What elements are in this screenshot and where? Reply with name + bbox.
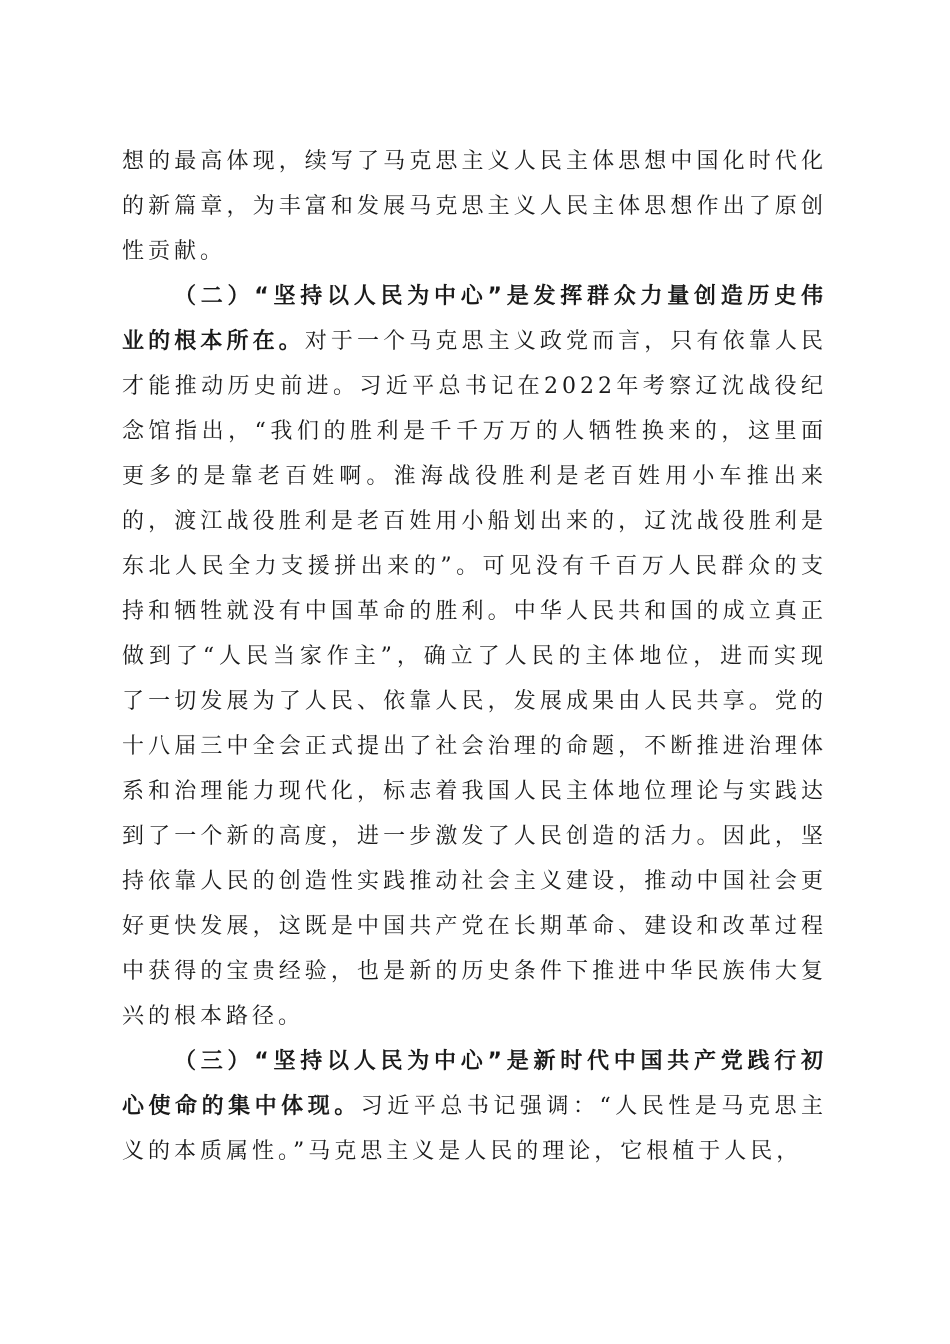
paragraph-section-2 bbox=[122, 274, 827, 1039]
paragraph-section-3 bbox=[122, 1039, 827, 1174]
section-body-3: 习近平总书记强调：“人民性是马克思主义的本质属性。”马克思主义是人民的理论，它根植于人民， bbox=[122, 1094, 827, 1164]
section-heading-3: （三）“坚持以人民为中心”是新时代中国共产党践行初心使命的集中体现。 bbox=[122, 1049, 827, 1119]
document-body bbox=[122, 139, 827, 1174]
paragraph-continuation: 想的最高体现，续写了马克思主义人民主体思想中国化时代化的新篇章，为丰富和发展马克思主义人民主体思想作出了原创性贡献。 bbox=[122, 149, 827, 264]
section-heading-2: （二）“坚持以人民为中心”是发挥群众力量创造历史伟业的根本所在。 bbox=[122, 284, 827, 354]
section-body-2: 对于一个马克思主义政党而言，只有依靠人民才能推动历史前进。习近平总书记在2022年考察辽沈战役纪念馆指出，“我们的胜利是千千万万的人牺牲换来的，这里面更多的是靠老百姓啊。淮海战役胜利是老百姓用小车推出来的，渡江战役胜利是老百姓用小船划出来的，辽沈战役胜利是东北人民全力支援拼出来的”。可见没有千百万人民群众的支持和牺牲就没有中国革命的胜利。中华人民共和国的成立真正做到了“人民当家作主”，确立了人民的主体地位，进而实现了一切发展为了人民、依靠人民，发展成果由人民共享。党的十八届三中全会正式提出了社会治理的命题，不断推进治理体系和治理能力现代化，标志着我国人民主体地位理论与实践达到了一个新的高度，进一步激发了人民创造的活力。因此，坚持依靠人民的创造性实践推动社会主义建设，推动中国社会更好更快发展，这既是中国共产党在长期革命、建设和改革过程中获得的宝贵经验，也是新的历史条件下推进中华民族伟大复兴的根本路径。 bbox=[122, 329, 827, 1029]
